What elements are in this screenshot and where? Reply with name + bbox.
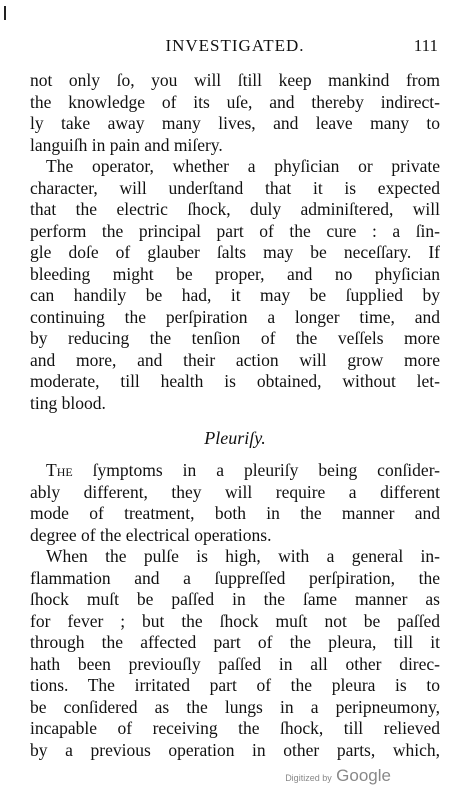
- text-line: tions. The irritated part of the pleura is to: [30, 675, 440, 695]
- text-line: by reducing the tenſion of the veſſels more: [30, 328, 440, 348]
- text-line: character, will underſtand that it is expected: [30, 177, 440, 198]
- text-line: perform the principal part of the cure : a ſin-: [30, 220, 440, 241]
- text-line: that the electric ſhock, duly adminiſtered, will: [30, 199, 440, 219]
- text-line: ably different, they will require a different: [30, 481, 440, 502]
- digitization-watermark: [285, 766, 391, 786]
- text-line: the knowledge of its uſe, and thereby indirect-: [30, 91, 440, 112]
- text-line: degree of the electrical operations.: [30, 524, 272, 545]
- text-line: ſhock muſt be paſſed in the ſame manner as: [30, 589, 440, 609]
- running-title: INVESTIGATED.: [165, 36, 305, 55]
- text-line: continuing the perſpiration a longer time, and: [30, 306, 440, 327]
- digitized-label: Digitized by: [285, 773, 332, 783]
- margin-mark: [4, 6, 6, 20]
- paragraph: [30, 70, 440, 156]
- text-line: When the pulſe is high, with a general in-: [46, 546, 440, 566]
- page-body: [30, 70, 440, 761]
- text-line: The operator, whether a phyſician or private: [46, 156, 440, 176]
- text-line: can handily be had, it may be ſupplied by: [30, 285, 440, 305]
- text-line: incapable of receiving the ſhock, till relieved: [30, 718, 440, 738]
- paragraph: [30, 156, 440, 414]
- text-line: for fever ; but the ſhock muſt not be paſſed: [30, 610, 440, 631]
- text-line-rest: ſymptoms in a pleuriſy being conſider-: [72, 460, 440, 480]
- paragraph: [30, 546, 440, 761]
- text-line: moderate, till health is obtained, without let-: [30, 371, 440, 391]
- page-header: [30, 36, 440, 58]
- text-line: gle doſe of glauber ſalts may be neceſſary. If: [30, 242, 440, 262]
- paragraph: [30, 460, 440, 546]
- text-line: and more, and their action will grow more: [30, 349, 440, 370]
- text-line: mode of treatment, both in the manner and: [30, 503, 440, 523]
- text-line: hath been previouſly paſſed in all other direc-: [30, 653, 440, 674]
- text-line: not only ſo, you will ſtill keep mankind from: [30, 70, 440, 90]
- text-line: languiſh in pain and miſery.: [30, 134, 223, 155]
- text-line: [30, 460, 440, 482]
- text-line: be conſidered as the lungs in a peripneumony,: [30, 696, 440, 717]
- google-brand: Google: [336, 766, 391, 785]
- page-number: 111: [413, 36, 438, 55]
- text-line: ting blood.: [30, 392, 106, 413]
- lead-word: The: [46, 460, 73, 480]
- text-line: through the affected part of the pleura, till it: [30, 632, 440, 652]
- section-heading: Pleuriſy.: [204, 428, 266, 448]
- text-line: bleeding might be proper, and no phyſician: [30, 263, 440, 284]
- text-line: by a previous operation in other parts, which,: [30, 739, 440, 760]
- text-line: ly take away many lives, and leave many to: [30, 113, 440, 133]
- text-line: flammation and a ſuppreſſed perſpiration, the: [30, 567, 440, 588]
